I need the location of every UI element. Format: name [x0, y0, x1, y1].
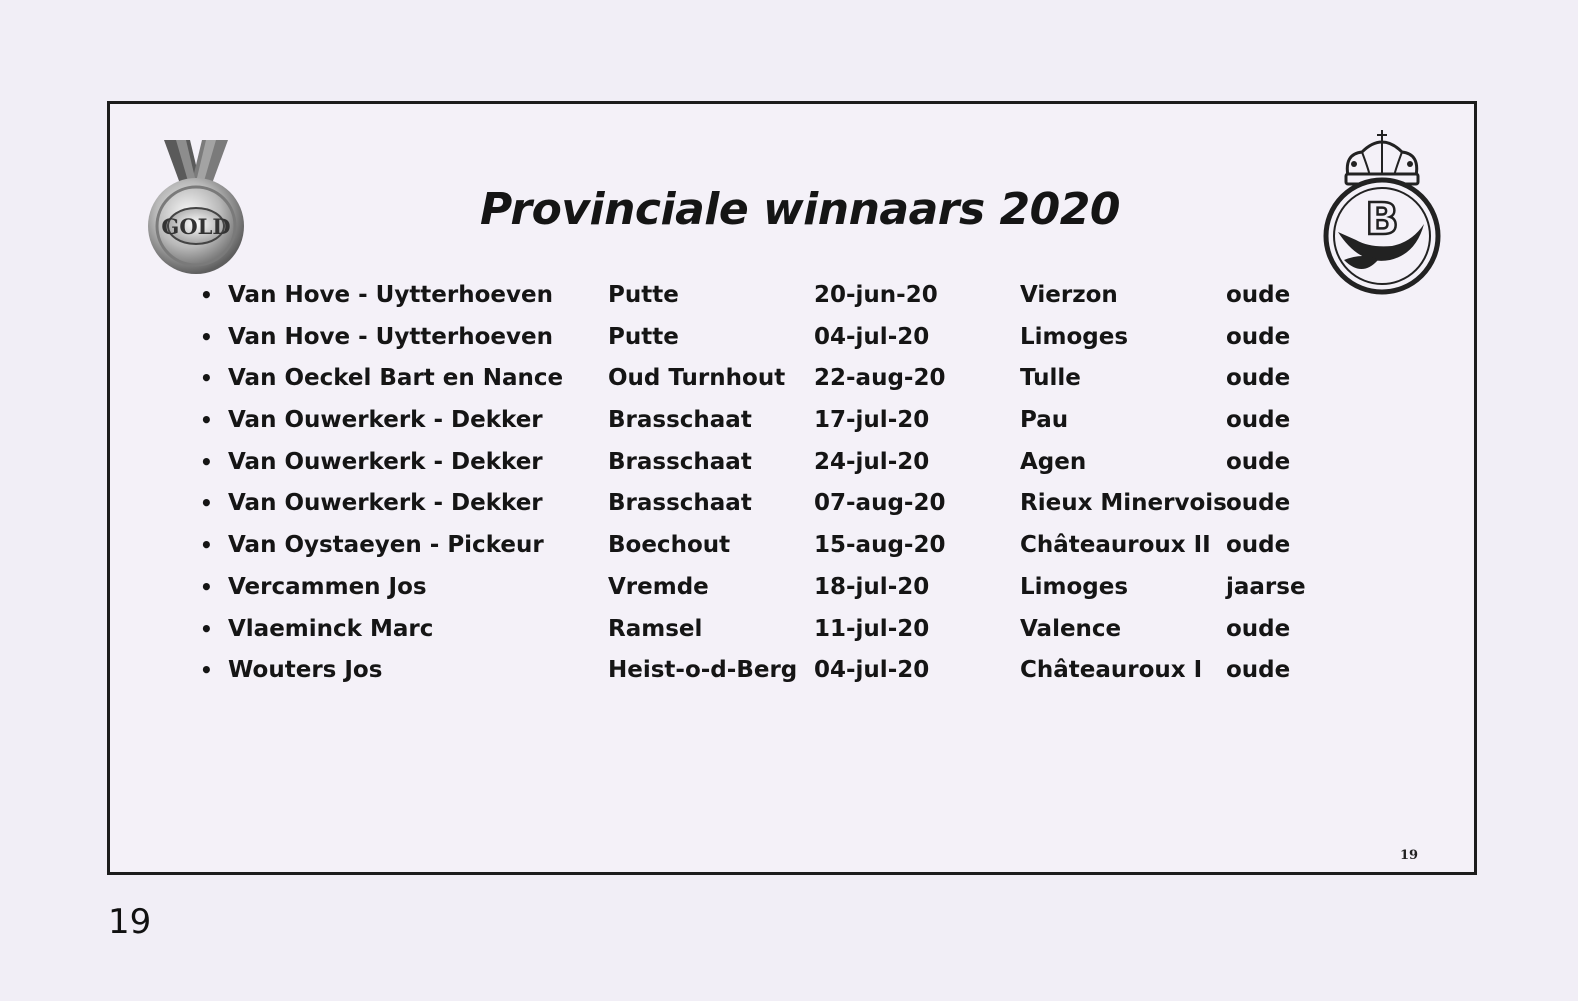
- slide-number: 19: [1400, 848, 1419, 863]
- category: oude: [1226, 407, 1291, 434]
- winner-city: Putte: [608, 323, 679, 350]
- category: jaarse: [1226, 573, 1306, 600]
- winner-name: Vercammen Jos: [228, 573, 427, 600]
- winner-city: Brasschaat: [608, 448, 752, 475]
- race-place: Valence: [1020, 615, 1122, 642]
- race-date: 18-jul-20: [814, 573, 930, 600]
- bullet-icon: •: [200, 283, 213, 307]
- winner-name: Wouters Jos: [228, 657, 383, 684]
- winner-city: Vremde: [608, 573, 709, 600]
- crowned-pigeon-emblem-icon: [1320, 128, 1444, 296]
- race-place: Châteauroux II: [1020, 532, 1211, 559]
- race-date: 22-aug-20: [814, 365, 946, 392]
- winner-city: Heist-o-d-Berg: [608, 657, 798, 684]
- winner-name: Van Ouwerkerk - Dekker: [228, 448, 543, 475]
- bullet-icon: •: [200, 616, 213, 641]
- medal-text: GOLD: [161, 214, 231, 239]
- bullet-icon: •: [200, 408, 213, 433]
- emblem-letter: B: [1365, 194, 1399, 245]
- bullet-icon: •: [200, 449, 213, 474]
- bullet-icon: •: [200, 366, 213, 391]
- race-place: Tulle: [1020, 365, 1081, 392]
- page-title: Provinciale winnaars 2020: [480, 184, 1120, 235]
- race-date: 17-jul-20: [814, 407, 930, 434]
- gold-medal-icon: [146, 140, 246, 276]
- category: oude: [1226, 282, 1291, 308]
- race-date: 15-aug-20: [814, 532, 946, 559]
- race-place: Limoges: [1020, 573, 1129, 600]
- race-date: 07-aug-20: [814, 490, 946, 517]
- race-date: 20-jun-20: [814, 282, 938, 308]
- slide-frame: [107, 101, 1477, 875]
- bullet-icon: •: [200, 491, 213, 516]
- winner-name: Van Oeckel Bart en Nance: [228, 365, 564, 392]
- bullet-icon: •: [200, 574, 213, 599]
- category: oude: [1226, 323, 1291, 350]
- race-date: 04-jul-20: [814, 323, 930, 350]
- winner-name: Vlaeminck Marc: [228, 615, 434, 642]
- race-place: Châteauroux I: [1020, 657, 1203, 684]
- bullet-icon: •: [200, 658, 213, 683]
- race-place: Pau: [1020, 407, 1069, 434]
- winner-name: Van Hove - Uytterhoeven: [228, 282, 553, 308]
- race-date: 24-jul-20: [814, 448, 930, 475]
- winner-city: Oud Turnhout: [608, 365, 786, 392]
- race-place: Limoges: [1020, 323, 1129, 350]
- page-number: 19: [108, 902, 152, 942]
- category: oude: [1226, 657, 1291, 684]
- winner-city: Ramsel: [608, 615, 703, 642]
- category: oude: [1226, 448, 1291, 475]
- winner-city: Putte: [608, 282, 679, 308]
- bullet-icon: •: [200, 324, 213, 349]
- category: oude: [1226, 615, 1291, 642]
- winner-name: Van Hove - Uytterhoeven: [228, 323, 553, 350]
- race-date: 11-jul-20: [814, 615, 930, 642]
- winner-city: Brasschaat: [608, 407, 752, 434]
- winner-name: Van Ouwerkerk - Dekker: [228, 407, 543, 434]
- winner-name: Van Oystaeyen - Pickeur: [228, 532, 544, 559]
- category: oude: [1226, 365, 1291, 392]
- winner-city: Boechout: [608, 532, 731, 559]
- race-date: 04-jul-20: [814, 657, 930, 684]
- race-place: Agen: [1020, 448, 1087, 475]
- winner-city: Brasschaat: [608, 490, 752, 517]
- category: oude: [1226, 490, 1291, 517]
- category: oude: [1226, 532, 1291, 559]
- winner-name: Van Ouwerkerk - Dekker: [228, 490, 543, 517]
- race-place: Rieux Minervois: [1020, 490, 1227, 517]
- bullet-icon: •: [200, 533, 213, 558]
- race-place: Vierzon: [1020, 282, 1118, 308]
